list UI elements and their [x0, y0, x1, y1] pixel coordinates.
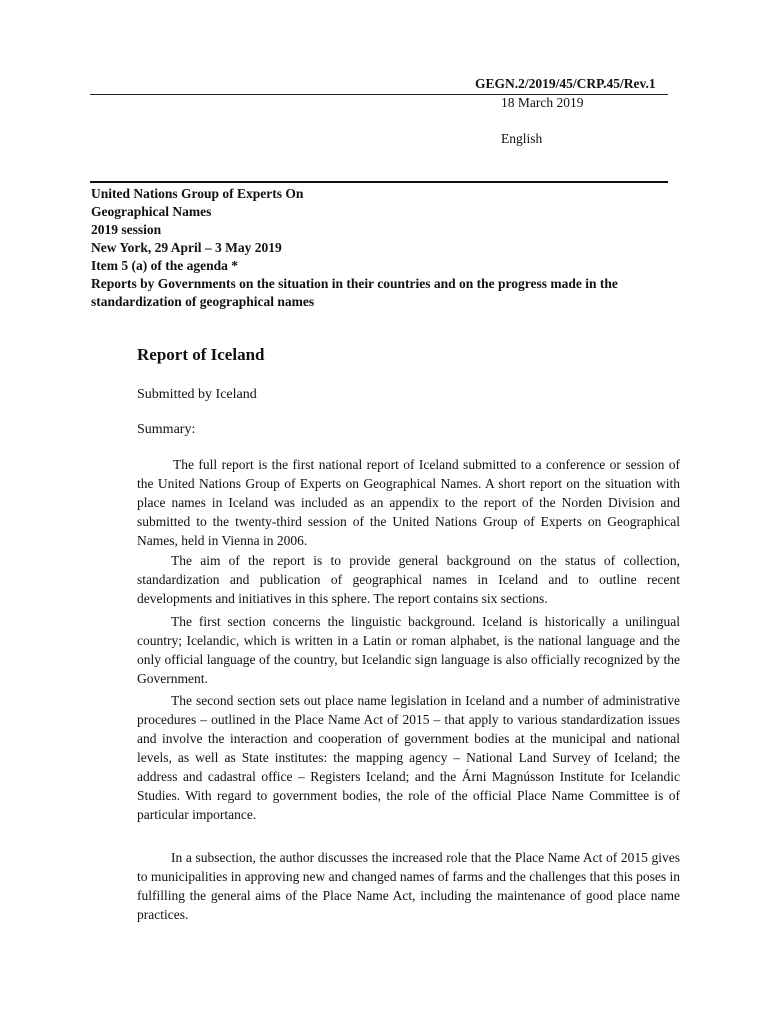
agenda-item: Item 5 (a) of the agenda * — [91, 258, 238, 273]
meeting-header — [91, 185, 671, 311]
summary-label: Summary: — [137, 422, 196, 437]
summary-paragraph: The second section sets out place name legislation in Iceland and a number of administrative procedures – outlined in the Place Name Act of 2015 – that apply to various standardization issues and involve the interaction and cooperation of government bodies at the municipal and national levels, as well as State institutes: the mapping agency – National Land Survey of Iceland; the address and cadastral office – Registers Iceland; and the Árni Magnússon Institute for Icelandic Studies. With regard to government bodies, the role of the official Place Name Committee is of particular importance. — [137, 693, 680, 822]
summary-paragraph: The aim of the report is to provide general background on the status of collection, standardization and publication of geographical names in Iceland and to outline recent developments and initiatives in this sphere. The report contains six sections. — [137, 553, 680, 606]
document-language: English — [501, 131, 543, 146]
organization-name-line1: United Nations Group of Experts On — [91, 186, 304, 201]
organization-name-line2: Geographical Names — [91, 204, 212, 219]
header-divider — [90, 181, 668, 183]
submitted-by: Submitted by Iceland — [137, 387, 257, 402]
document-symbol: GEGN.2/2019/45/CRP.45/Rev.1 — [475, 76, 656, 91]
session-label: 2019 session — [91, 222, 162, 237]
summary-paragraph: The first section concerns the linguistic background. Iceland is historically a unilingual country; Icelandic, which is written in a Latin or roman alphabet, is the national language and the only official language of the country, but Icelandic sign language is also officially recognized by the Government. — [137, 614, 680, 686]
meeting-location-dates: New York, 29 April – 3 May 2019 — [91, 240, 282, 255]
document-date: 18 March 2019 — [501, 95, 584, 110]
summary-paragraph: In a subsection, the author discusses the increased role that the Place Name Act of 2015 gives to municipalities in approving new and changed names of farms and the challenges that this poses in fulfilling the general aims of the Place Name Act, including the maintenance of good place name practices. — [137, 850, 680, 922]
agenda-item-title: Reports by Governments on the situation in their countries and on the progress made in the standardization of geographical names — [91, 276, 618, 309]
summary-paragraph: The full report is the first national report of Iceland submitted to a conference or session of the United Nations Group of Experts on Geographical Names. A short report on the situation with place names in Iceland was included as an appendix to the report of the Norden Division and submitted to the twenty-third session of the United Nations Group of Experts on Geographical Names, held in Vienna in 2006. — [137, 457, 680, 548]
report-title: Report of Iceland — [137, 345, 265, 364]
